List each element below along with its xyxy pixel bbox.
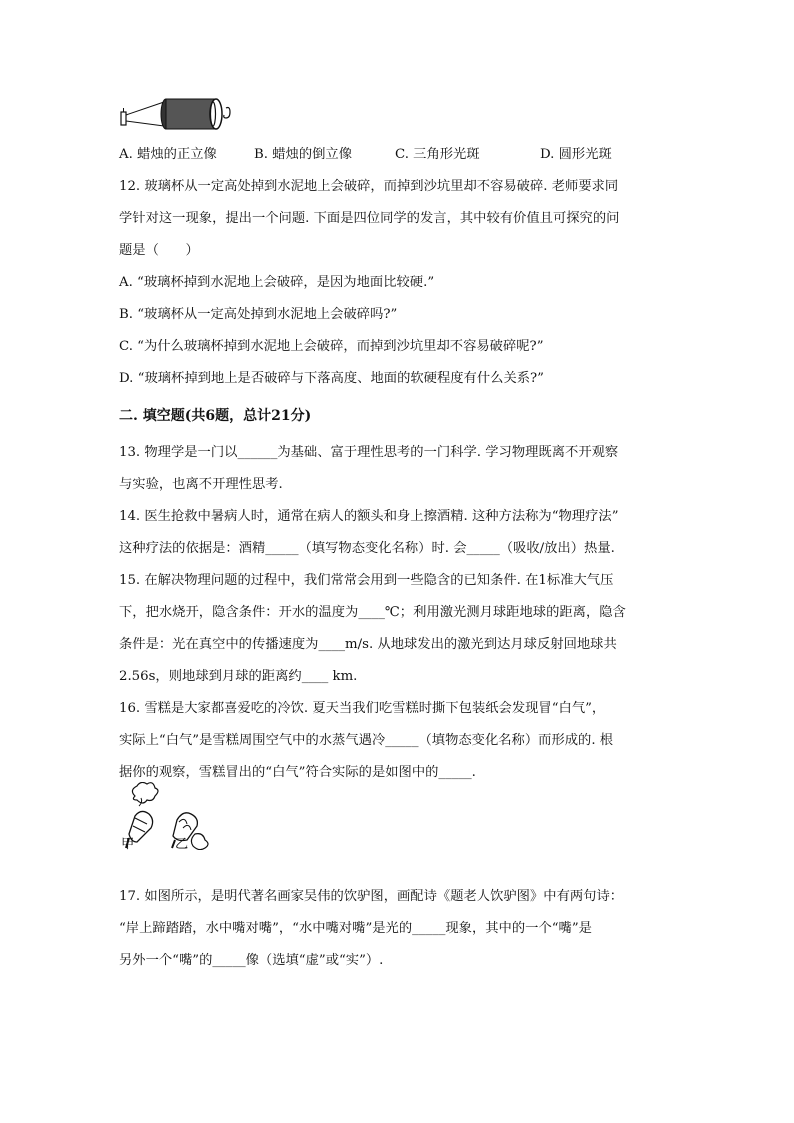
q12-line-1: 12. 玻璃杯从一定高处掉到水泥地上会破碎，而掉到沙坑里却不容易破碎. 老师要求同: [119, 179, 619, 194]
q12-option-a: A. “玻璃杯掉到水泥地上会破碎，是因为地面比较硬.”: [119, 275, 435, 290]
fig-label-jia: 甲: [121, 837, 135, 852]
q14-line-1: 14. 医生抢救中暑病人时，通常在病人的额头和身上擦酒精. 这种方法称为“物理疗法”: [119, 509, 619, 524]
q17-line-3: 另外一个“嘴”的_____像（选填“虚”或“实”）.: [119, 953, 384, 968]
q16-line-2: 实际上“白气”是雪糕周围空气中的水蒸气遇冷_____（填物态变化名称）而形成的. 根: [119, 733, 614, 748]
q15-line-3: 条件是：光在真空中的传播速度为____m/s. 从地球发出的激光到达月球反射回地球共: [119, 637, 617, 652]
q15-line-4: 2.56s，则地球到月球的距离约____ km.: [119, 669, 358, 684]
q12-line-2: 学针对这一现象，提出一个问题. 下面是四位同学的发言，其中较有价值且可探究的问: [119, 211, 620, 226]
q12-line-3: 题是（ ）: [119, 243, 199, 258]
q13-line-2: 与实验，也离不开理性思考.: [119, 477, 283, 492]
q16-line-1: 16. 雪糕是大家都喜爱吃的冷饮. 夏天当我们吃雪糕时撕下包装纸会发现冒“白气”，: [119, 701, 606, 716]
q17-line-1: 17. 如图所示，是明代著名画家吴伟的饮驴图，画配诗《题老人饮驴图》中有两句诗：: [119, 889, 624, 904]
q13-line-1: 13. 物理学是一门以______为基础、富于理性思考的一门科学. 学习物理既离不开观察: [119, 445, 619, 460]
q16-line-3: 据你的观察，雪糕冒出的“白气”符合实际的是如图中的_____.: [119, 765, 476, 780]
q12-option-d: D. “玻璃杯掉到地上是否破碎与下落高度、地面的软硬程度有什么关系?”: [119, 371, 544, 386]
q15-line-1: 15. 在解决物理问题的过程中，我们常常会用到一些隐含的已知条件. 在1标准大气压: [119, 573, 614, 588]
fig-label-yi: 乙: [175, 837, 189, 852]
pinhole-camera-figure: [116, 96, 236, 136]
q11-option-b: B. 蜡烛的倒立像: [254, 147, 353, 162]
section-heading: 二. 填空题(共6题，总计21分): [119, 408, 312, 424]
q11-option-c: C. 三角形光斑: [395, 147, 480, 162]
q14-line-2: 这种疗法的依据是：酒精_____（填写物态变化名称）时. 会_____（吸收/放出）热量.: [119, 541, 615, 556]
q11-option-a: A. 蜡烛的正立像: [119, 147, 217, 162]
q12-option-c: C. “为什么玻璃杯掉到水泥地上会破碎，而掉到沙坑里却不容易破碎呢?”: [119, 339, 544, 354]
q17-line-2: “岸上蹄踏踏，水中嘴对嘴”，“水中嘴对嘴”是光的_____现象，其中的一个“嘴”是: [119, 921, 592, 936]
q12-option-b: B. “玻璃杯从一定高处掉到水泥地上会破碎吗?”: [119, 307, 398, 322]
q11-option-d: D. 圆形光斑: [540, 147, 612, 162]
q15-line-2: 下，把水烧开，隐含条件：开水的温度为____℃；利用激光测月球距地球的距离，隐含: [119, 605, 626, 620]
